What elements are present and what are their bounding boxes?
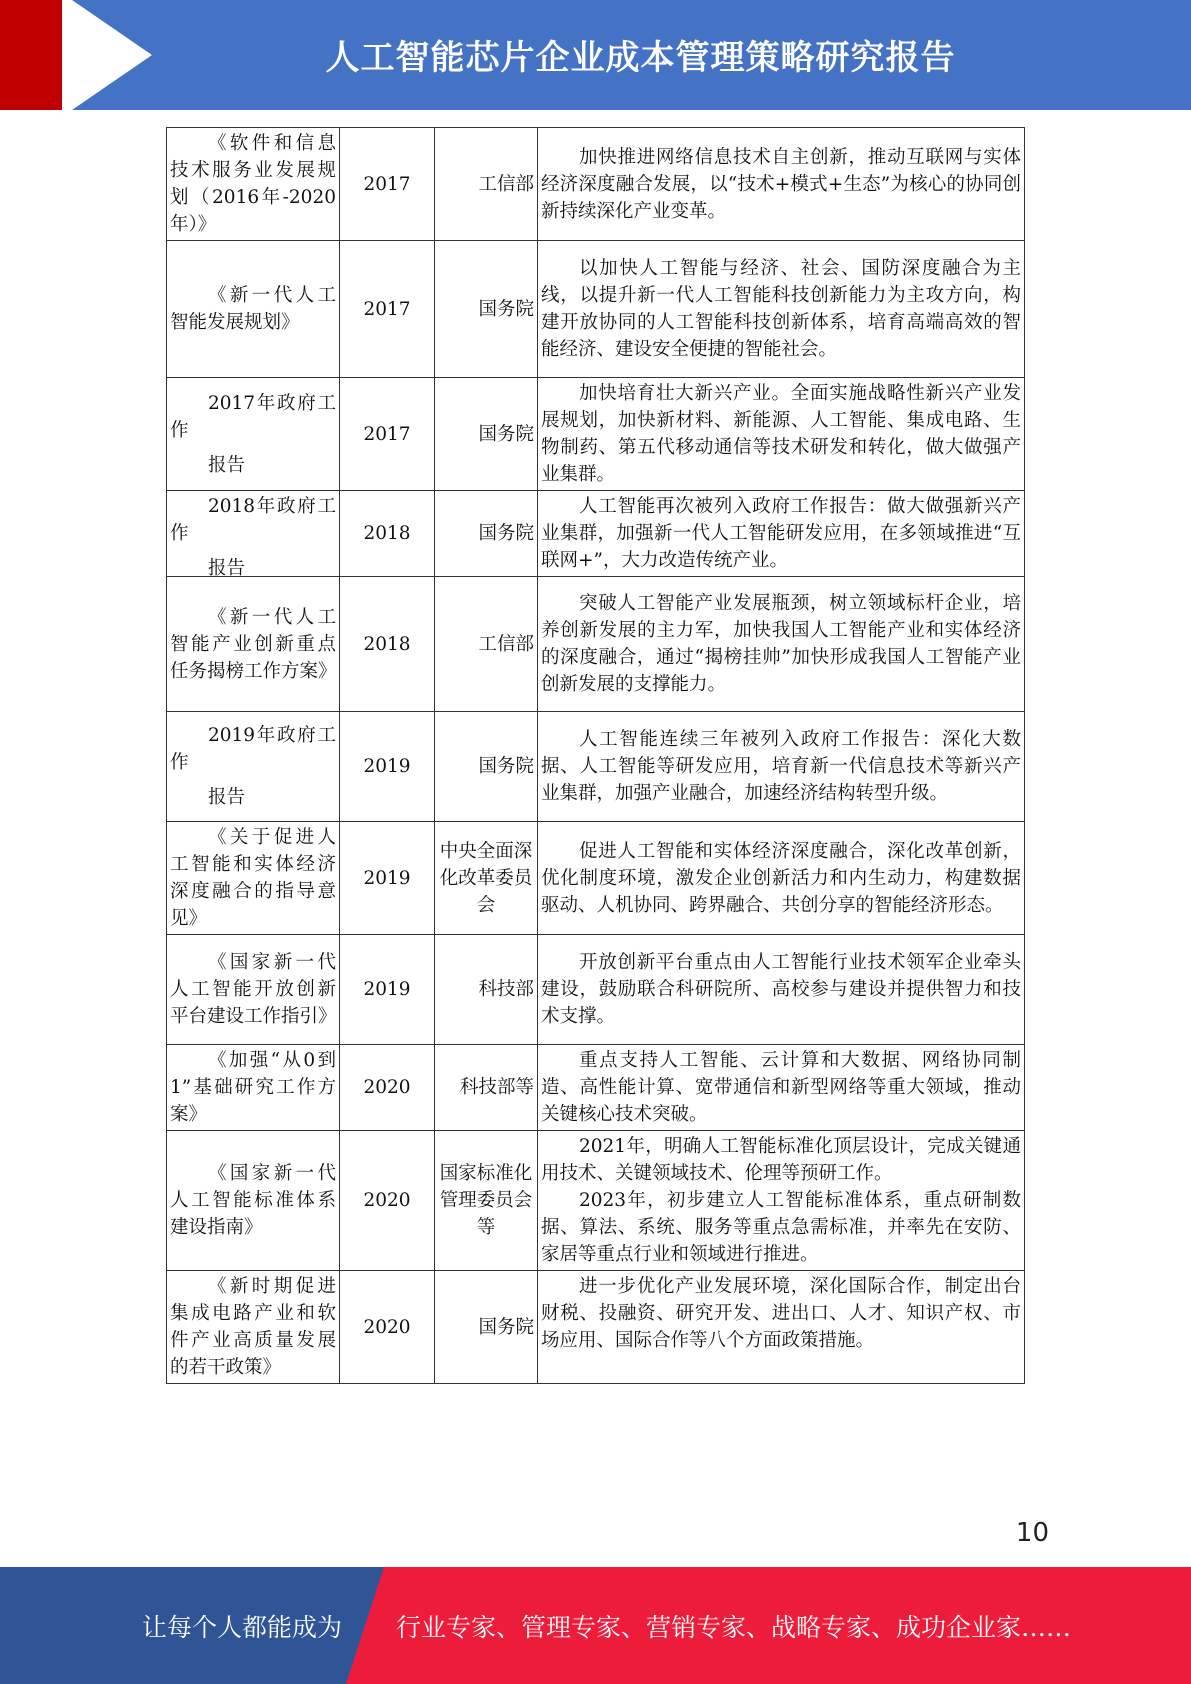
- policy-name: 《国家新一代人工智能标准体系建设指南》: [167, 1131, 340, 1271]
- policy-content: 人工智能连续三年被列入政府工作报告：深化大数据、人工智能等研发应用，培育新一代信息技术等新兴产业集群，加强产业融合，加速经济结构转型升级。: [538, 712, 1025, 822]
- table-row: [167, 491, 1025, 577]
- policy-content: 促进人工智能和实体经济深度融合，深化改革创新，优化制度环境，激发企业创新活力和内生动力，构建数据驱动、人机协同、跨界融合、共创分享的智能经济形态。: [538, 822, 1025, 935]
- policy-year: 2020: [340, 1045, 435, 1131]
- policy-name: 《新时期促进集成电路产业和软件产业高质量发展的若干政策》: [167, 1271, 340, 1384]
- policy-department: 科技部等: [435, 1045, 538, 1131]
- policy-content: 突破人工智能产业发展瓶颈，树立领域标杆企业，培养创新发展的主力军，加快我国人工智能产业和实体经济的深度融合，通过“揭榜挂帅”加快形成我国人工智能产业创新发展的支撑能力。: [538, 577, 1025, 712]
- policy-year: 2018: [340, 491, 435, 577]
- policy-year: 2019: [340, 822, 435, 935]
- policy-content: 以加快人工智能与经济、社会、国防深度融合为主线，以提升新一代人工智能科技创新能力为主攻方向，构建开放协同的人工智能科技创新体系，培育高端高效的智能经济、建设安全便捷的智能社会。: [538, 241, 1025, 378]
- policy-name: 2019年政府工作 报告: [167, 712, 340, 822]
- page-header: [0, 0, 1191, 110]
- table-row: [167, 241, 1025, 378]
- policy-name: 《国家新一代人工智能开放创新平台建设工作指引》: [167, 935, 340, 1045]
- policy-year: 2020: [340, 1131, 435, 1271]
- policy-year: 2019: [340, 935, 435, 1045]
- table-row: [167, 1045, 1025, 1131]
- footer-slogan-right: 行业专家、管理专家、营销专家、战略专家、成功企业家……: [396, 1612, 1072, 1642]
- policy-department: 国务院: [435, 712, 538, 822]
- policy-department: 国务院: [435, 491, 538, 577]
- table-row: [167, 712, 1025, 822]
- table-row: [167, 378, 1025, 491]
- policy-year: 2017: [340, 128, 435, 241]
- policy-year: 2019: [340, 712, 435, 822]
- policy-department: 中央全面深化改革委员会: [435, 822, 538, 935]
- policy-content: 开放创新平台重点由人工智能行业技术领军企业牵头建设，鼓励联合科研院所、高校参与建设并提供智力和技术支撑。: [538, 935, 1025, 1045]
- policy-year: 2017: [340, 241, 435, 378]
- policy-year: 2020: [340, 1271, 435, 1384]
- table-row: [167, 1271, 1025, 1384]
- policy-name: 《软件和信息技术服务业发展规划（2016年-2020年）》: [167, 128, 340, 241]
- policy-name: 2017年政府工作 报告: [167, 378, 340, 491]
- policy-name: 《新一代人工智能产业创新重点任务揭榜工作方案》: [167, 577, 340, 712]
- policy-department: 国家标准化管理委员会等: [435, 1131, 538, 1271]
- page-number: 10: [1015, 1518, 1049, 1548]
- policy-department: 科技部: [435, 935, 538, 1045]
- policy-content: 进一步优化产业发展环境，深化国际合作，制定出台财税、投融资、研究开发、进出口、人才、知识产权、市场应用、国际合作等八个方面政策措施。: [538, 1271, 1025, 1384]
- table-row: [167, 128, 1025, 241]
- policy-department: 工信部: [435, 128, 538, 241]
- table-row: [167, 935, 1025, 1045]
- policy-year: 2017: [340, 378, 435, 491]
- policy-table: [166, 127, 1025, 1384]
- policy-content: 人工智能再次被列入政府工作报告：做大做强新兴产业集群，加强新一代人工智能研发应用，在多领域推进“互联网+”，大力改造传统产业。: [538, 491, 1025, 577]
- policy-content: 加快推进网络信息技术自主创新，推动互联网与实体经济深度融合发展，以“技术+模式+生态”为核心的协同创新持续深化产业变革。: [538, 128, 1025, 241]
- header-title: 人工智能芯片企业成本管理策略研究报告: [325, 37, 956, 78]
- policy-content: 2021年，明确人工智能标准化顶层设计，完成关键通用技术、关键领域技术、伦理等预研工作。 2023年，初步建立人工智能标准体系，重点研制数据、算法、系统、服务等重点急需标准，并率先在安防、家居等重点行业和领域进行推进。: [538, 1131, 1025, 1271]
- policy-name: 《加强“从0到1”基础研究工作方案》: [167, 1045, 340, 1131]
- table-row: [167, 577, 1025, 712]
- table-row: [167, 1131, 1025, 1271]
- policy-content: 加快培育壮大新兴产业。全面实施战略性新兴产业发展规划，加快新材料、新能源、人工智能、集成电路、生物制药、第五代移动通信等技术研发和转化，做大做强产业集群。: [538, 378, 1025, 491]
- table-row: [167, 822, 1025, 935]
- policy-name: 《新一代人工智能发展规划》: [167, 241, 340, 378]
- policy-name: 2018年政府工作 报告: [167, 491, 340, 577]
- policy-department: 国务院: [435, 241, 538, 378]
- policy-year: 2018: [340, 577, 435, 712]
- policy-content: 重点支持人工智能、云计算和大数据、网络协同制造、高性能计算、宽带通信和新型网络等重大领域，推动关键核心技术突破。: [538, 1045, 1025, 1131]
- page-footer: [0, 1567, 1191, 1684]
- footer-slogan-left: 让每个人都能成为: [142, 1612, 343, 1642]
- policy-department: 国务院: [435, 1271, 538, 1384]
- policy-department: 工信部: [435, 577, 538, 712]
- policy-department: 国务院: [435, 378, 538, 491]
- policy-name: 《关于促进人工智能和实体经济深度融合的指导意见》: [167, 822, 340, 935]
